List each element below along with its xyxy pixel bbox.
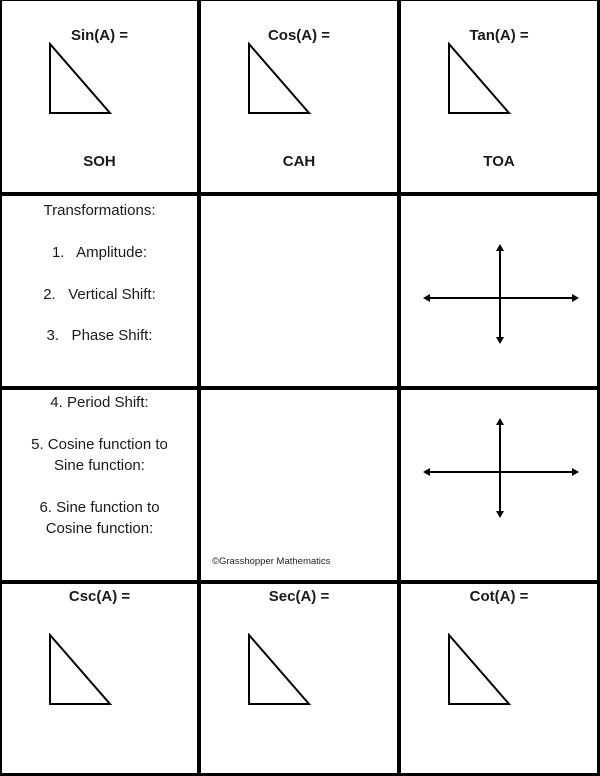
cos-mnemonic: CAH	[282, 153, 316, 170]
right-triangle-icon	[247, 633, 317, 709]
sin-mnemonic: SOH	[83, 153, 116, 170]
right-triangle-icon	[447, 42, 517, 118]
cell-cos	[201, 1, 397, 192]
right-triangle-icon	[48, 633, 118, 709]
coordinate-axes-icon	[421, 416, 581, 520]
coordinate-axes-icon	[421, 242, 581, 346]
cell-axes-r2	[401, 196, 597, 386]
cot-title: Cot(A) =	[469, 588, 529, 605]
tan-mnemonic: TOA	[483, 153, 515, 170]
cell-csc	[2, 584, 197, 773]
cell-sin	[2, 1, 197, 192]
cell-sec	[201, 584, 397, 773]
transformation-item-amplitude: 1. Amplitude:	[51, 244, 148, 261]
transformation-item-period-shift: 4. Period Shift:	[50, 394, 149, 411]
sec-title: Sec(A) =	[268, 588, 330, 605]
transformation-item-phase-shift: 3. Phase Shift:	[46, 327, 153, 344]
cell-blank-r3c2	[201, 390, 397, 580]
csc-title: Csc(A) =	[68, 588, 131, 605]
right-triangle-icon	[48, 42, 118, 118]
cell-blank-r2c2	[201, 196, 397, 386]
cell-transformations	[2, 196, 197, 386]
transformation-item-vertical-shift: 2. Vertical Shift:	[43, 286, 156, 303]
right-triangle-icon	[247, 42, 317, 118]
cell-cot	[401, 584, 597, 773]
transformations-heading: Transformations:	[43, 202, 156, 219]
sin-title: Sin(A) =	[70, 27, 129, 44]
copyright-notice: ©Grasshopper Mathematics	[212, 556, 331, 567]
right-triangle-icon	[447, 633, 517, 709]
cos-title: Cos(A) =	[267, 27, 331, 44]
transformation-item-cos-to-sin-line1: 5. Cosine function to	[31, 436, 168, 453]
cell-axes-r3	[401, 390, 597, 580]
cell-transformations-cont	[2, 390, 197, 580]
transformation-item-cos-to-sin-line2: Sine function:	[54, 457, 145, 474]
cell-tan	[401, 1, 597, 192]
transformation-item-sin-to-cos-line2: Cosine function:	[45, 520, 154, 537]
transformation-item-sin-to-cos-line1: 6. Sine function to	[39, 499, 160, 516]
tan-title: Tan(A) =	[469, 27, 529, 44]
